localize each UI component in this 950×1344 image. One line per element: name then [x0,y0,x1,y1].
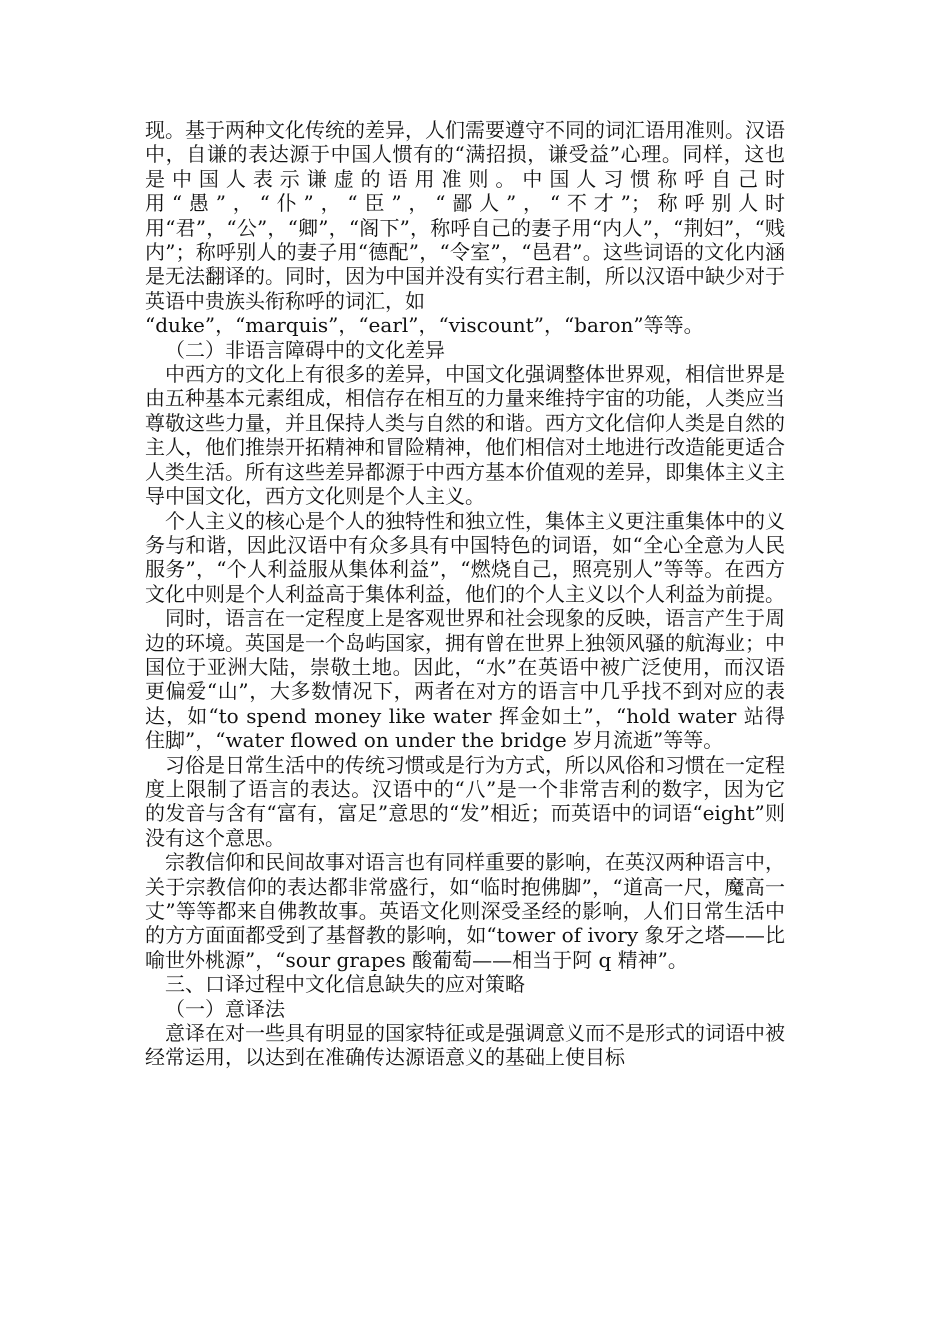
paragraph-customs: 习俗是日常生活中的传统习惯或是行为方式，所以风俗和习惯在一定程度上限制了语言的表达。汉语中的“八”是一个非常吉利的数字，因为它的发音与含有“富有，富足”意思的“发”相近；而英语中的词语“eight”则没有这个意思。 [145,752,785,850]
subsection-heading-free-translation: （一）意译法 [165,996,285,1021]
paragraph-noble-titles: “duke”，“marquis”，“earl”，“viscount”，“baron”等等。 [145,313,704,338]
document-body [145,118,785,1070]
paragraph-individualism: 个人主义的核心是个人的独特性和独立性，集体主义更注重集体中的义务与和谐，因此汉语中有众多具有中国特色的词语，如“全心全意为人民服务”，“个人利益服从集体利益”，“燃烧自己，照亮别人”等等。在西方文化中则是个人利益高于集体利益，他们的个人主义以个人利益为前提。 [145,508,785,606]
paragraph-free-translation: 意译在对一些具有明显的国家特征或是强调意义而不是形式的词语中被经常运用，以达到在准确传达源语意义的基础上使目标 [145,1021,785,1070]
paragraph-honorifics: 现。基于两种文化传统的差异，人们需要遵守不同的词汇语用准则。汉语中，自谦的表达源于中国人惯有的“满招损，谦受益”心理。同样，这也是中国人表示谦虚的语用准则。中国人习惯称呼自己时用“愚”，“仆”，“臣”，“鄙人”，“不才”；称呼别人时用“君”，“公”，“卿”，“阁下”，称呼自己的妻子用“内人”，“荆妇”，“贱内”；称呼别人的妻子用“德配”，“令室”，“邑君”。这些词语的文化内涵是无法翻译的。同时，因为中国并没有实行君主制，所以汉语中缺少对于英语中贵族头衔称呼的词汇，如 [145,118,785,313]
section-heading-strategies: 三、口译过程中文化信息缺失的应对策略 [165,972,525,997]
paragraph-worldview: 中西方的文化上有很多的差异，中国文化强调整体世界观，相信世界是由五种基本元素组成，相信存在相互的力量来维持宇宙的功能，人类应当尊敬这些力量，并且保持人类与自然的和谐。西方文化信仰人类是自然的主人，他们推崇开拓精神和冒险精神，他们相信对土地进行改造能更适合人类生活。所有这些差异都源于中西方基本价值观的差异，即集体主义主导中国文化，西方文化则是个人主义。 [145,362,785,509]
section-heading-nonverbal: （二）非语言障碍中的文化差异 [165,337,445,362]
paragraph-environment: 同时，语言在一定程度上是客观世界和社会现象的反映，语言产生于周边的环境。英国是一个岛屿国家，拥有曾在世界上独领风骚的航海业；中国位于亚洲大陆，崇敬土地。因此，“水”在英语中被广泛使用，而汉语更偏爱“山”，大多数情况下，两者在对方的语言中几乎找不到对应的表达，如“to spend money like water 挥金如土”，“hold water 站得住脚”，“water flowed on under the bridge 岁月流逝”等等。 [145,606,785,753]
paragraph-religion: 宗教信仰和民间故事对语言也有同样重要的影响，在英汉两种语言中，关于宗教信仰的表达都非常盛行，如“临时抱佛脚”，“道高一尺，魔高一丈”等等都来自佛教故事。英语文化则深受圣经的影响，人们日常生活中的方方面面都受到了基督教的影响，如“tower of ivory 象牙之塔——比喻世外桃源”，“sour grapes 酸葡萄——相当于阿 q 精神”。 [145,850,785,972]
